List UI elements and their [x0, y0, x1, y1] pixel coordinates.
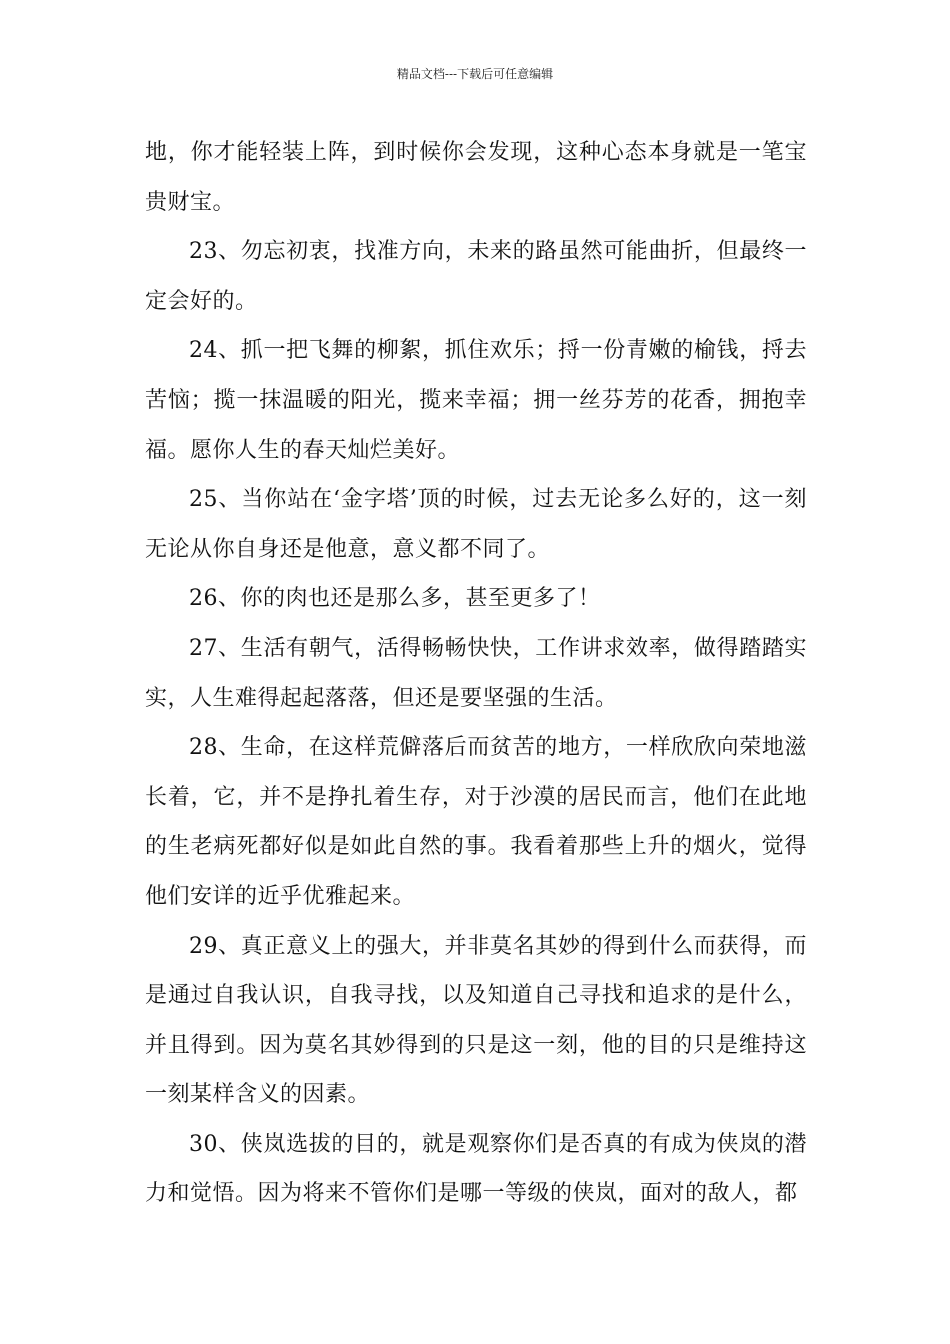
paragraph: 24、抓一把飞舞的柳絮，抓住欢乐；捋一份青嫩的榆钱，捋去苦恼；揽一抹温暖的阳光，揽来幸福；拥一丝芬芳的花香，拥抱幸福。愿你人生的春天灿烂美好。	[145, 338, 807, 463]
paragraph: 地，你才能轻装上阵，到时候你会发现，这种心态本身就是一笔宝贵财宝。	[145, 140, 807, 215]
paragraph: 28、生命，在这样荒僻落后而贫苦的地方，一样欣欣向荣地滋长着，它，并不是挣扎着生存，对于沙漠的居民而言，他们在此地的生老病死都好似是如此自然的事。我看着那些上升的烟火，觉得他们安详的近乎优雅起来。	[145, 735, 807, 909]
paragraph: 23、勿忘初衷，找准方向，未来的路虽然可能曲折，但最终一定会好的。	[145, 239, 807, 314]
paragraph: 25、当你站在‘金字塔’顶的时候，过去无论多么好的，这一刻无论从你自身还是他意，意义都不同了。	[145, 487, 807, 562]
paragraph: 29、真正意义上的强大，并非莫名其妙的得到什么而获得，而是通过自我认识，自我寻找，以及知道自己寻找和追求的是什么，并且得到。因为莫名其妙得到的只是这一刻，他的目的只是维持这一刻某样含义的因素。	[145, 933, 807, 1108]
document-body	[145, 128, 807, 1219]
paragraph: 30、侠岚选拔的目的，就是观察你们是否真的有成为侠岚的潜力和觉悟。因为将来不管你们是哪一等级的侠岚，面对的敌人，都	[145, 1131, 807, 1207]
paragraph: 27、生活有朝气，活得畅畅快快，工作讲求效率，做得踏踏实实，人生难得起起落落，但还是要坚强的生活。	[145, 635, 807, 711]
paragraph: 26、你的肉也还是那么多，甚至更多了！	[189, 586, 601, 612]
page-header: 精品文档---下载后可任意编辑	[396, 67, 554, 81]
